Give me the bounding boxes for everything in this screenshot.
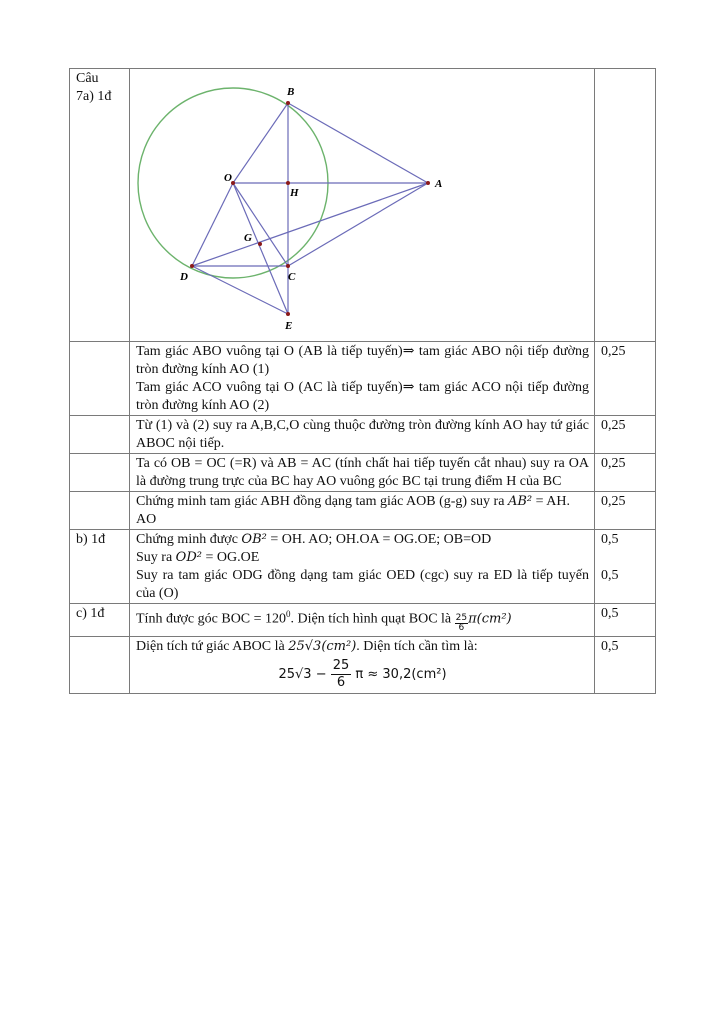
score-cell (595, 69, 656, 342)
score-cell: 0,25 (595, 454, 656, 492)
table-row (70, 636, 656, 693)
content-line: Diện tích tứ giác ABOC là 25√3(cm²). Diện tích cần tìm là: (136, 638, 478, 654)
row-label (70, 636, 130, 693)
table-row (70, 604, 656, 637)
math-expression: AB² (507, 494, 533, 509)
score-cell: 0,5 (595, 604, 656, 637)
label-d: D (180, 271, 188, 283)
table-row (70, 492, 656, 530)
area-formula: 25√3 − $\frac{25}{6}$ π ≈ 30,2(cm²) (278, 657, 447, 690)
row-label (70, 492, 130, 530)
point-b (286, 101, 290, 105)
row-content (130, 636, 595, 693)
segment-ba (288, 103, 428, 183)
point-h (286, 181, 290, 185)
math-expression: π(cm²) (468, 611, 512, 627)
question-label: Câu 7a) 1đ (70, 69, 130, 342)
point-a (426, 181, 430, 185)
score-cell: 0,25 (595, 416, 656, 454)
content-line: Chứng minh được OB² = OH. AO; OH.OA = OG.OE; OB=OD (136, 532, 492, 547)
point-e (286, 312, 290, 316)
content-line: Suy ra tam giác ODG đồng dạng tam giác OED (cgc) suy ra ED là tiếp tuyến của (O) (136, 568, 589, 601)
row-content (130, 416, 595, 454)
score-cell: 0,5 (595, 636, 656, 693)
content-line: Tam giác ABO vuông tại O (AB là tiếp tuyến)⇒ tam giác ABO nội tiếp đường tròn đường kính AO (1) (136, 344, 589, 377)
row-label (70, 416, 130, 454)
label-e: E (285, 320, 293, 332)
score-value: 0,5 (601, 532, 619, 547)
math-expression: 25√3(cm²) (288, 638, 357, 654)
label-b: B (287, 86, 295, 98)
point-g (258, 242, 262, 246)
content-line: Suy ra OD² = OG.OE (136, 550, 260, 565)
row-content (130, 342, 595, 416)
label-g: G (244, 232, 252, 244)
row-content (130, 530, 595, 604)
row-label (70, 454, 130, 492)
label-h: H (290, 187, 299, 199)
label-c: C (288, 271, 296, 283)
segment-oc (233, 183, 288, 266)
table-row (70, 530, 656, 604)
row-label: c) 1đ (70, 604, 130, 637)
geometry-figure-cell (130, 69, 595, 342)
table-row (70, 69, 656, 342)
score-cell: 0,25 (595, 342, 656, 416)
segment-de (192, 266, 288, 314)
fraction: $\frac{25}{6}$ (455, 612, 468, 633)
row-label (70, 342, 130, 416)
content-line: Từ (1) và (2) suy ra A,B,C,O cùng thuộc đường tròn đường kính AO hay tứ giác ABOC nội tiếp. (136, 418, 589, 451)
point-c (286, 264, 290, 268)
row-content: Tính được góc BOC = $120^0$. Diện tích hình quạt BOC là $\frac{25}{6}$ π(cm²) (130, 604, 595, 637)
row-content (130, 454, 595, 492)
label-a: A (435, 178, 443, 190)
table-row (70, 416, 656, 454)
score-cell (595, 530, 656, 604)
content-text: = AH. AO (136, 494, 570, 527)
score-cell: 0,25 (595, 492, 656, 530)
point-d (190, 264, 194, 268)
content-line: Tam giác ACO vuông tại O (AC là tiếp tuyến)⇒ tam giác ACO nội tiếp đường tròn đường kính AO (2) (136, 380, 589, 413)
math-expression: OD² (175, 550, 202, 565)
content-line: Ta có OB = OC (=R) và AB = AC (tính chất hai tiếp tuyến cắt nhau) suy ra OA là đường trung trực của BC hay AO vuông góc BC tại trung điểm H của BC (136, 456, 589, 489)
row-content (130, 492, 595, 530)
solution-table (69, 68, 656, 694)
table-row (70, 342, 656, 416)
content-text: Chứng minh tam giác ABH đồng dạng tam giác AOB (g-g) suy ra (136, 494, 508, 509)
table-row (70, 454, 656, 492)
score-value: 0,5 (601, 568, 619, 583)
math-expression: OB² (241, 532, 267, 547)
geometry-figure (130, 69, 595, 335)
segment-ob (233, 103, 288, 183)
row-label: b) 1đ (70, 530, 130, 604)
label-o: O (224, 172, 232, 184)
